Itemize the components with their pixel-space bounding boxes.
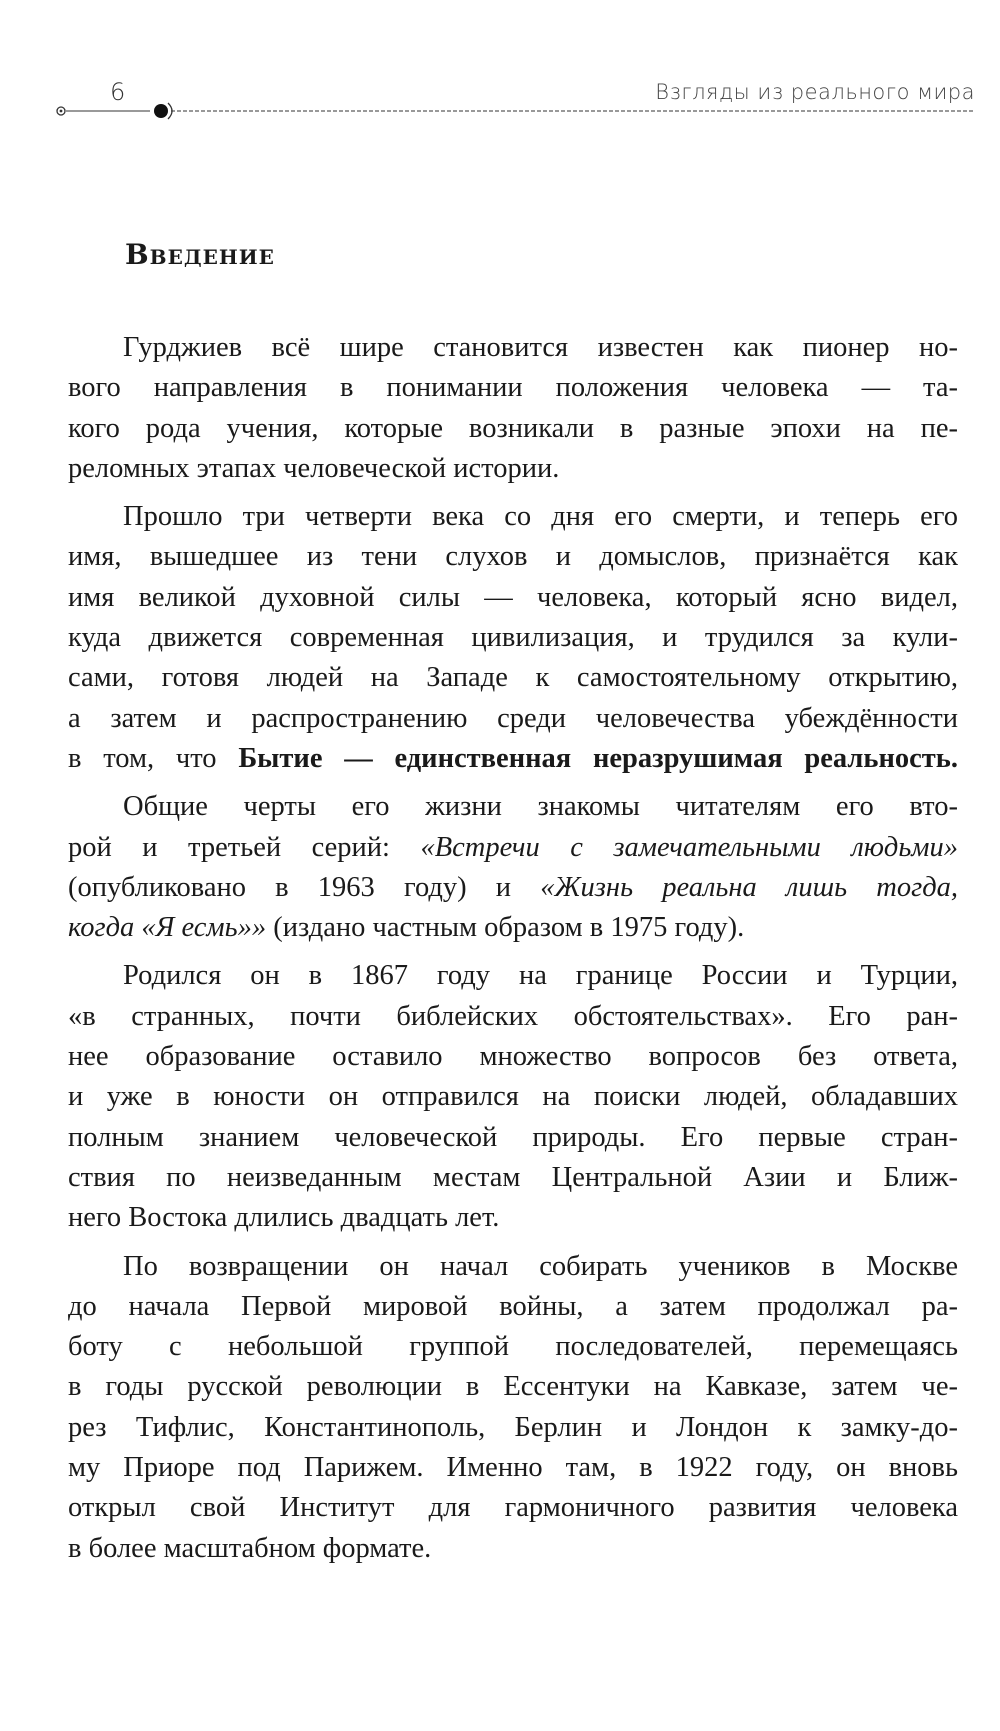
text-line: [68, 908, 958, 948]
text-line: рез Тифлис, Константинополь, Берлин и Лондон к замку-до-: [68, 1411, 958, 1443]
page-number: 6: [110, 78, 126, 106]
text-run: в том, что: [68, 742, 239, 774]
paragraph: [68, 1247, 958, 1569]
page-header: [55, 70, 975, 130]
paragraph: [68, 497, 958, 779]
text-line: него Востока длились двадцать лет.: [68, 1202, 500, 1234]
text-line: и уже в юности он отправился на поиски людей, обладавших: [68, 1081, 958, 1113]
text-line: По возвращении он начал собирать учеников в Москве: [123, 1250, 958, 1282]
body-text: [68, 328, 958, 1569]
text-line: ствия по неизведанным местам Центральной Азии и Ближ-: [68, 1161, 958, 1193]
text-line: Родился он в 1867 году на границе России и Турции,: [123, 960, 958, 992]
text-run: (издано частным образом в 1975 году).: [266, 912, 745, 944]
text-line: имя великой духовной силы — человека, который ясно видел,: [68, 581, 958, 613]
paragraph: [68, 328, 958, 489]
text-line: Общие черты его жизни знакомы читателям его вто-: [123, 791, 958, 823]
section-heading: Введение: [125, 238, 275, 271]
book-title: когда «Я есмь»»: [68, 912, 267, 944]
running-head: Взгляды из реального мира: [655, 80, 975, 104]
text-line: [68, 828, 958, 868]
text-line: до начала Первой мировой войны, а затем продолжал ра-: [68, 1290, 958, 1322]
text-line: куда движется современная цивилизация, и трудился за кули-: [68, 622, 958, 654]
text-line: [68, 868, 958, 908]
text-line: «в странных, почти библейских обстоятельствах». Его ран-: [68, 1000, 958, 1032]
bold-emphasis: Бытие — единственная неразрушимая реальность.: [238, 742, 958, 774]
text-line: в годы русской революции в Ессентуки на Кавказе, затем че-: [68, 1371, 958, 1403]
paragraph: [68, 787, 958, 948]
text-line: а затем и распространению среди человечества убеждённости: [68, 702, 958, 734]
book-title: «Жизнь реальна лишь тогда,: [540, 871, 958, 903]
text-run: рой и третьей серий:: [68, 831, 421, 863]
text-line: боту с небольшой группой последователей, перемещаясь: [68, 1331, 958, 1363]
text-line: кого рода учения, которые возникали в разные эпохи на пе-: [68, 412, 958, 444]
text-line: Гурджиев всё шире становится известен как пионер но-: [123, 332, 958, 363]
text-line: Прошло три четверти века со дня его смерти, и теперь его: [123, 501, 958, 533]
text-line: в более масштабном формате.: [68, 1532, 432, 1564]
text-line: полным знанием человеческой природы. Его первые стран-: [68, 1121, 958, 1153]
text-line: открыл свой Институт для гармоничного развития человека: [68, 1492, 958, 1524]
text-line: му Приоре под Парижем. Именно там, в 1922 году, он вновь: [68, 1452, 958, 1484]
header-ornament-icon: [55, 98, 975, 128]
text-line: вого направления в понимании положения человека — та-: [68, 372, 958, 404]
text-line: реломных этапах человеческой истории.: [68, 452, 560, 484]
text-line: нее образование оставило множество вопросов без ответа,: [68, 1041, 958, 1073]
text-line: сами, готовя людей на Западе к самостоятельному открытию,: [68, 662, 958, 694]
paragraph: [68, 956, 958, 1238]
book-title: «Встречи с замечательными людьми»: [420, 831, 958, 863]
text-line: [68, 739, 958, 779]
text-run: (опубликовано в 1963 году) и: [68, 871, 541, 903]
text-line: имя, вышедшее из тени слухов и домыслов, признаётся как: [68, 541, 958, 573]
